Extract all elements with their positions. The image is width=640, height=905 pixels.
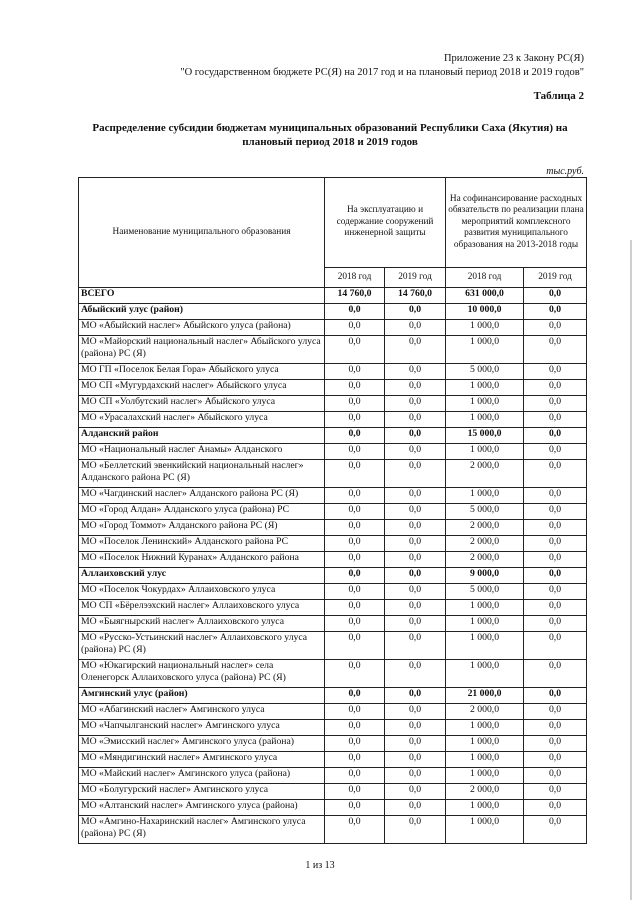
row-name-cell: МО «Чагдинский наслег» Алданского района РС (Я): [79, 488, 325, 504]
column-header-year-2018: 2018 год: [325, 268, 385, 288]
value-cell-engineering-2018: 0,0: [325, 460, 385, 488]
value-cell-engineering-2018: 0,0: [325, 396, 385, 412]
value-cell-engineering-2018: 0,0: [325, 488, 385, 504]
table-row: [79, 320, 587, 336]
value-cell-cofinancing-2019: 0,0: [524, 816, 587, 844]
value-cell-engineering-2019: 0,0: [385, 536, 446, 552]
value-cell-cofinancing-2019: 0,0: [524, 520, 587, 536]
value-cell-engineering-2018: 0,0: [325, 752, 385, 768]
value-cell-cofinancing-2019: 0,0: [524, 736, 587, 752]
table-row: [79, 428, 587, 444]
table-row: [79, 504, 587, 520]
table-label: Таблица 2: [533, 90, 584, 102]
row-name-cell: Абыйский улус (район): [79, 304, 325, 320]
row-name-cell: МО «Мяндигинский наслег» Амгинского улуса: [79, 752, 325, 768]
value-cell-engineering-2018: 0,0: [325, 380, 385, 396]
value-cell-engineering-2019: 0,0: [385, 616, 446, 632]
row-name-cell: МО «Амгино-Нахаринский наслег» Амгинского улуса (района) РС (Я): [79, 816, 325, 844]
value-cell-engineering-2019: 14 760,0: [385, 288, 446, 304]
value-cell-engineering-2019: 0,0: [385, 720, 446, 736]
value-cell-engineering-2018: 0,0: [325, 536, 385, 552]
row-name-cell: Алданский район: [79, 428, 325, 444]
value-cell-cofinancing-2018: 1 000,0: [446, 600, 524, 616]
value-cell-cofinancing-2018: 1 000,0: [446, 660, 524, 688]
table-row: [79, 412, 587, 428]
value-cell-cofinancing-2019: 0,0: [524, 632, 587, 660]
value-cell-cofinancing-2018: 1 000,0: [446, 720, 524, 736]
column-header-engineering-protection: На эксплуатацию и содержание сооружений инженерной защиты: [325, 178, 446, 268]
value-cell-cofinancing-2019: 0,0: [524, 584, 587, 600]
table-row: [79, 488, 587, 504]
value-cell-cofinancing-2018: 5 000,0: [446, 584, 524, 600]
value-cell-engineering-2019: 0,0: [385, 816, 446, 844]
value-cell-cofinancing-2018: 631 000,0: [446, 288, 524, 304]
value-cell-cofinancing-2019: 0,0: [524, 704, 587, 720]
value-cell-cofinancing-2018: 1 000,0: [446, 616, 524, 632]
table-row: [79, 380, 587, 396]
value-cell-cofinancing-2019: 0,0: [524, 396, 587, 412]
table-row: [79, 632, 587, 660]
value-cell-engineering-2019: 0,0: [385, 552, 446, 568]
column-header-year-2019: 2019 год: [524, 268, 587, 288]
value-cell-cofinancing-2018: 1 000,0: [446, 752, 524, 768]
value-cell-engineering-2019: 0,0: [385, 412, 446, 428]
value-cell-cofinancing-2019: 0,0: [524, 444, 587, 460]
row-name-cell: МО ГП «Поселок Белая Гора» Абыйского улуса: [79, 364, 325, 380]
value-cell-cofinancing-2018: 2 000,0: [446, 460, 524, 488]
value-cell-cofinancing-2019: 0,0: [524, 380, 587, 396]
table-row: [79, 660, 587, 688]
value-cell-cofinancing-2019: 0,0: [524, 412, 587, 428]
row-name-cell: ВСЕГО: [79, 288, 325, 304]
row-name-cell: МО СП «Мугурдахский наслег» Абыйского улуса: [79, 380, 325, 396]
row-name-cell: МО «Абагинский наслег» Амгинского улуса: [79, 704, 325, 720]
value-cell-cofinancing-2019: 0,0: [524, 304, 587, 320]
value-cell-engineering-2019: 0,0: [385, 600, 446, 616]
value-cell-cofinancing-2018: 2 000,0: [446, 784, 524, 800]
row-name-cell: МО СП «Бёрелээхский наслег» Аллаиховского улуса: [79, 600, 325, 616]
value-cell-engineering-2019: 0,0: [385, 800, 446, 816]
table-row: [79, 568, 587, 584]
table-row: [79, 460, 587, 488]
row-name-cell: МО «Поселок Ленинский» Алданского района РС: [79, 536, 325, 552]
value-cell-engineering-2019: 0,0: [385, 488, 446, 504]
value-cell-cofinancing-2018: 1 000,0: [446, 800, 524, 816]
value-cell-engineering-2018: 0,0: [325, 568, 385, 584]
value-cell-cofinancing-2019: 0,0: [524, 800, 587, 816]
value-cell-engineering-2018: 0,0: [325, 736, 385, 752]
value-cell-engineering-2018: 0,0: [325, 616, 385, 632]
table-row: [79, 444, 587, 460]
row-name-cell: Амгинский улус (район): [79, 688, 325, 704]
table-row: [79, 768, 587, 784]
value-cell-cofinancing-2018: 1 000,0: [446, 336, 524, 364]
subsidy-table: [78, 177, 587, 844]
value-cell-cofinancing-2019: 0,0: [524, 720, 587, 736]
value-cell-engineering-2018: 0,0: [325, 428, 385, 444]
value-cell-engineering-2019: 0,0: [385, 380, 446, 396]
value-cell-engineering-2018: 0,0: [325, 720, 385, 736]
value-cell-engineering-2019: 0,0: [385, 584, 446, 600]
value-cell-engineering-2018: 0,0: [325, 660, 385, 688]
value-cell-engineering-2018: 0,0: [325, 816, 385, 844]
value-cell-cofinancing-2019: 0,0: [524, 568, 587, 584]
value-cell-cofinancing-2019: 0,0: [524, 288, 587, 304]
value-cell-cofinancing-2019: 0,0: [524, 552, 587, 568]
value-cell-engineering-2018: 0,0: [325, 768, 385, 784]
value-cell-engineering-2019: 0,0: [385, 504, 446, 520]
value-cell-cofinancing-2018: 1 000,0: [446, 444, 524, 460]
appendix-line: Приложение 23 к Закону РС(Я): [443, 53, 584, 64]
value-cell-cofinancing-2019: 0,0: [524, 428, 587, 444]
row-name-cell: МО «Урасалахский наслег» Абыйского улуса: [79, 412, 325, 428]
value-cell-cofinancing-2019: 0,0: [524, 660, 587, 688]
value-cell-cofinancing-2018: 1 000,0: [446, 816, 524, 844]
row-name-cell: МО «Город Алдан» Алданского улуса (района) РС: [79, 504, 325, 520]
page-number: 1 из 13: [305, 860, 335, 871]
document-title: Распределение субсидии бюджетам муниципальных образований Республики Саха (Якутия) на плановый период 2018 и 2019 годов: [92, 122, 568, 148]
value-cell-engineering-2019: 0,0: [385, 364, 446, 380]
value-cell-engineering-2018: 0,0: [325, 444, 385, 460]
value-cell-cofinancing-2019: 0,0: [524, 536, 587, 552]
table-row: [79, 784, 587, 800]
value-cell-cofinancing-2018: 15 000,0: [446, 428, 524, 444]
table-row: [79, 752, 587, 768]
value-cell-cofinancing-2019: 0,0: [524, 616, 587, 632]
table-row: [79, 736, 587, 752]
table-row: [79, 304, 587, 320]
value-cell-engineering-2018: 0,0: [325, 364, 385, 380]
units-label: тыс.руб.: [546, 166, 584, 177]
row-name-cell: МО «Беллетский эвенкийский национальный наслег» Алданского района РС (Я): [79, 460, 325, 488]
value-cell-engineering-2018: 0,0: [325, 584, 385, 600]
row-name-cell: МО «Национальный наслег Анамы» Алданского: [79, 444, 325, 460]
row-name-cell: МО «Майорский национальный наслег» Абыйского улуса (района) РС (Я): [79, 336, 325, 364]
value-cell-engineering-2018: 0,0: [325, 320, 385, 336]
table-row: [79, 552, 587, 568]
row-name-cell: МО «Алтанский наслег» Амгинского улуса (района): [79, 800, 325, 816]
row-name-cell: МО «Быягнырский наслег» Аллаиховского улуса: [79, 616, 325, 632]
law-title-line: "О государственном бюджете РС(Я) на 2017 год и на плановый период 2018 и 2019 годов": [180, 67, 584, 78]
value-cell-engineering-2019: 0,0: [385, 304, 446, 320]
column-header-cofinancing: На софинансирование расходных обязательств по реализации плана мероприятий комплексного развития муниципального образования на 2013-2018 годы: [446, 178, 587, 268]
table-row: [79, 288, 587, 304]
value-cell-engineering-2019: 0,0: [385, 320, 446, 336]
table-row: [79, 584, 587, 600]
value-cell-cofinancing-2019: 0,0: [524, 768, 587, 784]
row-name-cell: МО «Русско-Устьинский наслег» Аллаиховского улуса (района) РС (Я): [79, 632, 325, 660]
value-cell-cofinancing-2019: 0,0: [524, 320, 587, 336]
value-cell-engineering-2018: 0,0: [325, 800, 385, 816]
row-name-cell: МО «Поселок Чокурдах» Аллаиховского улуса: [79, 584, 325, 600]
scan-edge-mark: [630, 240, 632, 900]
value-cell-engineering-2019: 0,0: [385, 752, 446, 768]
row-name-cell: МО «Майский наслег» Амгинского улуса (района): [79, 768, 325, 784]
table-row: [79, 396, 587, 412]
table-row: [79, 704, 587, 720]
value-cell-cofinancing-2019: 0,0: [524, 600, 587, 616]
value-cell-cofinancing-2018: 1 000,0: [446, 412, 524, 428]
value-cell-cofinancing-2019: 0,0: [524, 460, 587, 488]
value-cell-engineering-2019: 0,0: [385, 784, 446, 800]
value-cell-engineering-2019: 0,0: [385, 520, 446, 536]
value-cell-cofinancing-2019: 0,0: [524, 688, 587, 704]
value-cell-cofinancing-2018: 9 000,0: [446, 568, 524, 584]
value-cell-engineering-2019: 0,0: [385, 444, 446, 460]
table-row: [79, 616, 587, 632]
table-row: [79, 600, 587, 616]
value-cell-engineering-2018: 0,0: [325, 632, 385, 660]
table-row: [79, 336, 587, 364]
value-cell-cofinancing-2018: 1 000,0: [446, 768, 524, 784]
value-cell-engineering-2019: 0,0: [385, 688, 446, 704]
value-cell-engineering-2019: 0,0: [385, 736, 446, 752]
value-cell-cofinancing-2018: 1 000,0: [446, 396, 524, 412]
value-cell-cofinancing-2019: 0,0: [524, 488, 587, 504]
value-cell-cofinancing-2019: 0,0: [524, 364, 587, 380]
value-cell-engineering-2018: 0,0: [325, 600, 385, 616]
value-cell-cofinancing-2018: 10 000,0: [446, 304, 524, 320]
value-cell-cofinancing-2018: 5 000,0: [446, 504, 524, 520]
value-cell-engineering-2018: 0,0: [325, 504, 385, 520]
value-cell-cofinancing-2019: 0,0: [524, 752, 587, 768]
row-name-cell: МО «Город Томмот» Алданского района РС (Я): [79, 520, 325, 536]
value-cell-engineering-2018: 0,0: [325, 704, 385, 720]
table-row: [79, 720, 587, 736]
column-header-name: Наименование муниципального образования: [79, 178, 325, 288]
row-name-cell: МО «Поселок Нижний Куранах» Алданского района: [79, 552, 325, 568]
value-cell-engineering-2018: 0,0: [325, 304, 385, 320]
value-cell-cofinancing-2019: 0,0: [524, 504, 587, 520]
value-cell-engineering-2019: 0,0: [385, 768, 446, 784]
value-cell-engineering-2019: 0,0: [385, 704, 446, 720]
value-cell-engineering-2019: 0,0: [385, 428, 446, 444]
value-cell-engineering-2019: 0,0: [385, 460, 446, 488]
value-cell-engineering-2018: 14 760,0: [325, 288, 385, 304]
value-cell-cofinancing-2018: 1 000,0: [446, 380, 524, 396]
table-row: [79, 800, 587, 816]
table-row: [79, 520, 587, 536]
row-name-cell: МО СП «Уолбутский наслег» Абыйского улуса: [79, 396, 325, 412]
table-body: [79, 288, 587, 844]
value-cell-cofinancing-2018: 1 000,0: [446, 632, 524, 660]
row-name-cell: МО «Абыйский наслег» Абыйского улуса (района): [79, 320, 325, 336]
column-header-year-2018: 2018 год: [446, 268, 524, 288]
value-cell-engineering-2018: 0,0: [325, 552, 385, 568]
value-cell-engineering-2019: 0,0: [385, 660, 446, 688]
value-cell-cofinancing-2019: 0,0: [524, 784, 587, 800]
value-cell-engineering-2018: 0,0: [325, 412, 385, 428]
value-cell-engineering-2019: 0,0: [385, 568, 446, 584]
value-cell-cofinancing-2018: 1 000,0: [446, 320, 524, 336]
row-name-cell: МО «Юкагирский национальный наслег» села Оленегорск Аллаиховского улуса (района) РС (Я): [79, 660, 325, 688]
row-name-cell: МО «Эмисский наслег» Амгинского улуса (района): [79, 736, 325, 752]
value-cell-engineering-2018: 0,0: [325, 688, 385, 704]
value-cell-cofinancing-2018: 2 000,0: [446, 704, 524, 720]
value-cell-cofinancing-2018: 5 000,0: [446, 364, 524, 380]
row-name-cell: МО «Болугурский наслег» Амгинского улуса: [79, 784, 325, 800]
value-cell-engineering-2019: 0,0: [385, 396, 446, 412]
value-cell-cofinancing-2018: 2 000,0: [446, 536, 524, 552]
value-cell-engineering-2018: 0,0: [325, 520, 385, 536]
value-cell-cofinancing-2018: 2 000,0: [446, 520, 524, 536]
table-row: [79, 688, 587, 704]
table-row: [79, 364, 587, 380]
value-cell-cofinancing-2018: 21 000,0: [446, 688, 524, 704]
value-cell-engineering-2018: 0,0: [325, 784, 385, 800]
column-header-year-2019: 2019 год: [385, 268, 446, 288]
value-cell-cofinancing-2019: 0,0: [524, 336, 587, 364]
value-cell-cofinancing-2018: 1 000,0: [446, 488, 524, 504]
value-cell-cofinancing-2018: 1 000,0: [446, 736, 524, 752]
value-cell-engineering-2019: 0,0: [385, 632, 446, 660]
table-row: [79, 816, 587, 844]
value-cell-engineering-2018: 0,0: [325, 336, 385, 364]
row-name-cell: Аллаиховский улус: [79, 568, 325, 584]
row-name-cell: МО «Чапчылганский наслег» Амгинского улуса: [79, 720, 325, 736]
value-cell-cofinancing-2018: 2 000,0: [446, 552, 524, 568]
table-row: [79, 536, 587, 552]
value-cell-engineering-2019: 0,0: [385, 336, 446, 364]
